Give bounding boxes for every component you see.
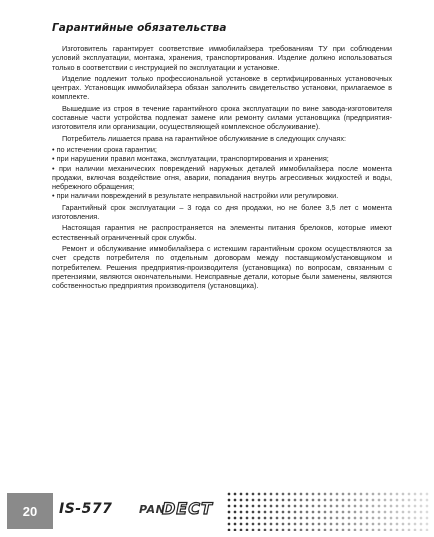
paragraph-warranty-period: Гарантийный срок эксплуатации – 3 года со дня продажи, но не более 3,5 лет с момента изготовления. [52,202,392,222]
list-item: • при наличии повреждений в результате неправильной настройки или регулировки. [52,191,339,201]
decorative-dot-pattern [226,491,429,531]
page-footer [0,489,434,537]
logo-brand-text-part2: DECT [162,499,213,518]
paragraph-exclusions-intro: Потребитель лишается права на гарантийное обслуживание в следующих случаях: [62,133,346,143]
list-item: • при наличии механических повреждений наружных деталей иммобилайзера после момента продажи, включая воздействие огня, аварии, попадания внутрь агрессивных жидкостей и воды, небрежного обращения; [52,163,392,192]
page-title: Гарантийные обязательства [52,22,227,34]
paragraph-repair: Вышедшие из строя в течение гарантийного срока эксплуатации по вине завода-изготовителя составные части устройства подлежат замене или ремонту силами установщика (предприятия-изготовителя или организации, осуществляющей комплексное обслуживание). [52,103,392,132]
paragraph-installation: Изделие подлежит только профессиональной установке в сертифицированных установочных центрах. Установщик иммобилайзера обязан заполнить свидетельство установки, прилагаемое в комплекте. [52,73,392,102]
list-item: • по истечении срока гарантии; [52,144,157,154]
paragraph-post-warranty: Ремонт и обслуживание иммобилайзера с истекшим гарантийным сроком осуществляются за счет средств потребителя по отдельным договорам между поставщиком/установщиком и потребителем. Решения предприятия-производителя (установщика) по вопросам, связанным с претензиями, являются окончательными. Неисправные детали, которые были заменены, являются собственностью предприятия производителя (установщика). [52,243,392,291]
paragraph-compliance: Изготовитель гарантирует соответствие иммобилайзера требованиям ТУ при соблюдении условий эксплуатации, монтажа, хранения, транспортирования. Изделие должно использоваться только в соответствии с инструкцией по эксплуатации и установке. [52,44,392,72]
list-item: • при нарушении правил монтажа, эксплуатации, транспортирования и хранения; [52,154,329,164]
warranty-text [52,44,392,292]
brand-logo [59,493,219,529]
logo-model-text: IS-577 [59,501,113,517]
page-number: 20 [7,493,53,529]
logo-brand-text-part1: PAN [139,503,166,516]
paragraph-battery-exclusion: Настоящая гарантия не распространяется на элементы питания брелоков, которые имеют естественный ограниченный срок службы. [52,223,392,242]
exclusions-list [52,145,392,201]
